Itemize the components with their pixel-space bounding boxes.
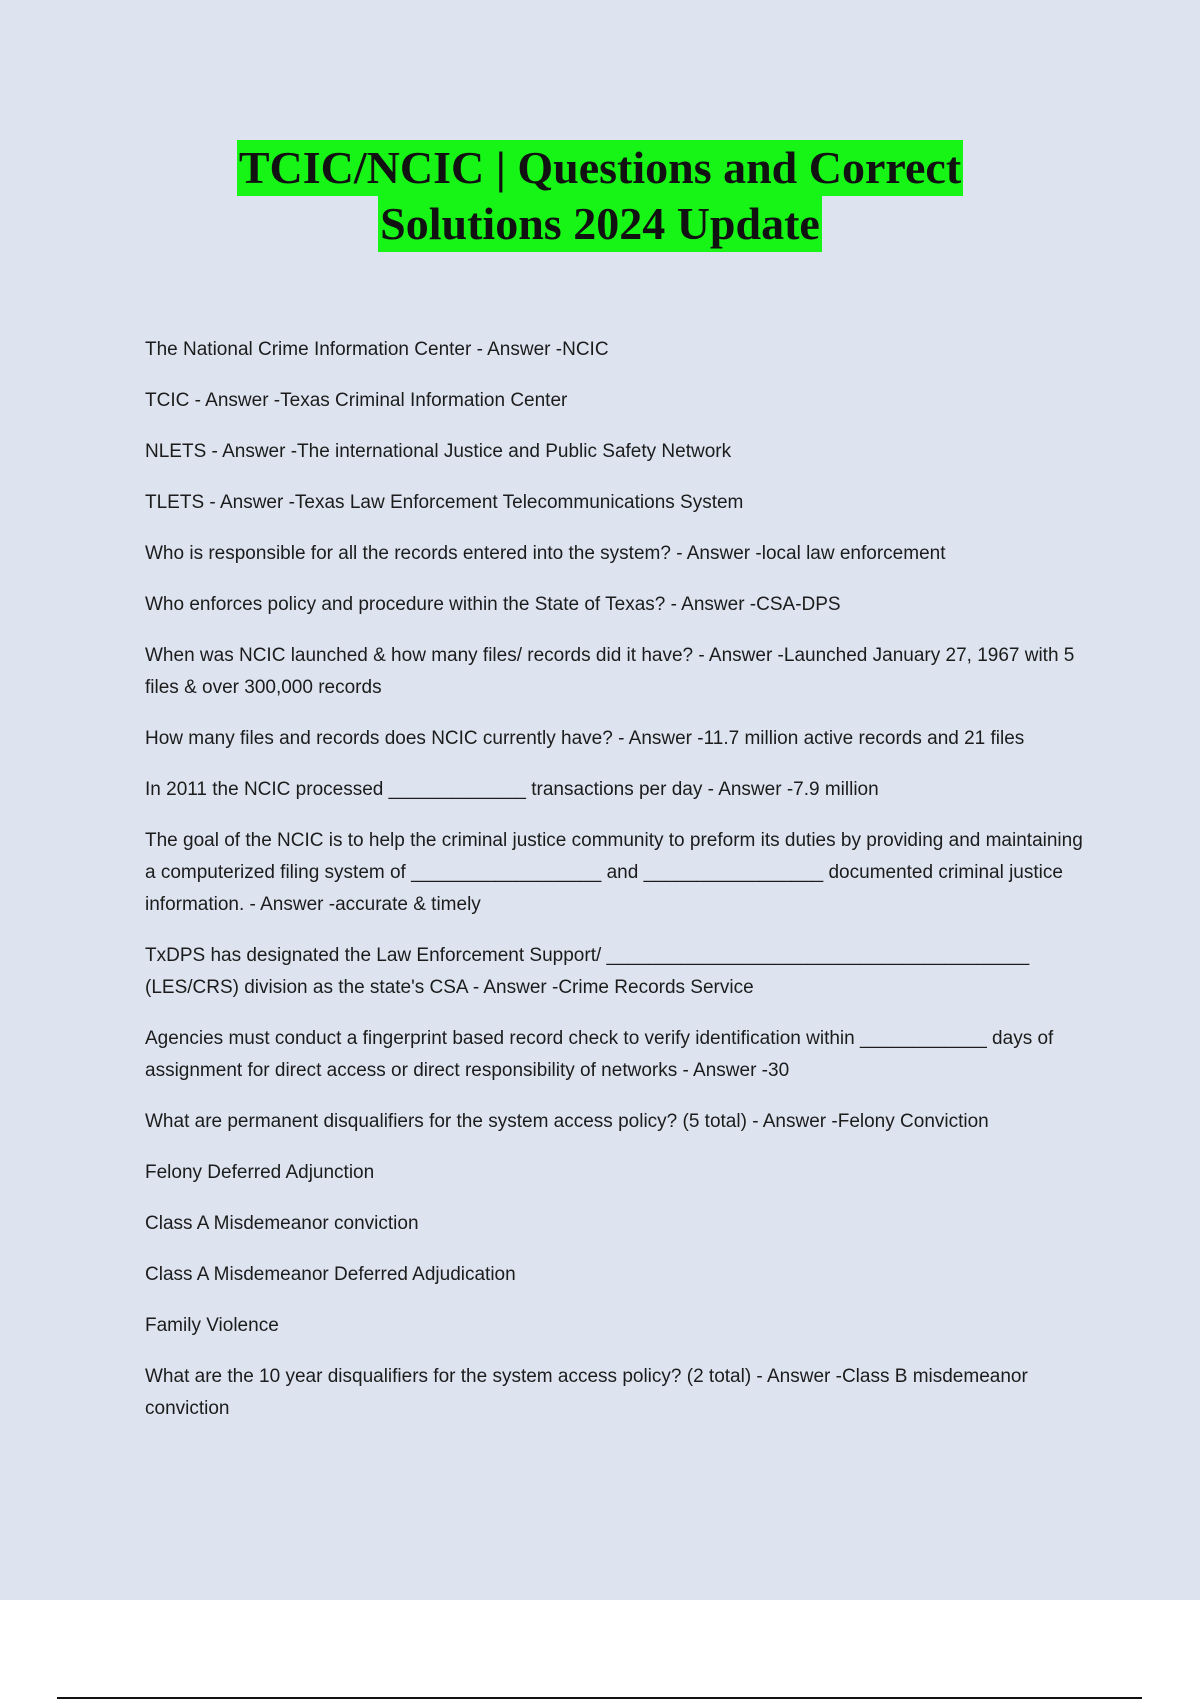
qa-item: Felony Deferred Adjunction bbox=[145, 1162, 375, 1183]
qa-item: TxDPS has designated the Law Enforcement Support/ ________________________________________ (LES/CRS) division as the state's CSA - Answer -Crime Records Service bbox=[145, 945, 1030, 998]
qa-item: Who is responsible for all the records entered into the system? - Answer -local law enforcement bbox=[145, 543, 946, 564]
qa-list bbox=[145, 334, 1090, 1444]
qa-item: TLETS - Answer -Texas Law Enforcement Telecommunications System bbox=[145, 492, 744, 513]
title-line-2: Solutions 2024 Update bbox=[378, 196, 822, 252]
qa-item: Class A Misdemeanor conviction bbox=[145, 1213, 419, 1234]
qa-item: Family Violence bbox=[145, 1315, 279, 1336]
qa-item: How many files and records does NCIC currently have? - Answer -11.7 million active records and 21 files bbox=[145, 728, 1025, 749]
document-title bbox=[0, 140, 1200, 252]
qa-item: Who enforces policy and procedure within the State of Texas? - Answer -CSA-DPS bbox=[145, 594, 841, 615]
qa-item: Agencies must conduct a fingerprint based record check to verify identification within ____________ days of assignment for direct access or direct responsibility of networks - Answer -30 bbox=[145, 1028, 1054, 1081]
qa-item: TCIC - Answer -Texas Criminal Information Center bbox=[145, 390, 568, 411]
qa-item: When was NCIC launched & how many files/ records did it have? - Answer -Launched January 27, 1967 with 5 files & over 300,000 records bbox=[145, 645, 1075, 698]
title-line-1: TCIC/NCIC | Questions and Correct bbox=[237, 140, 963, 196]
footer-divider bbox=[57, 1697, 1142, 1699]
qa-item: What are the 10 year disqualifiers for the system access policy? (2 total) - Answer -Class B misdemeanor conviction bbox=[145, 1366, 1028, 1419]
qa-item: NLETS - Answer -The international Justice and Public Safety Network bbox=[145, 441, 732, 462]
qa-item: Class A Misdemeanor Deferred Adjudication bbox=[145, 1264, 516, 1285]
qa-item: In 2011 the NCIC processed _____________ transactions per day - Answer -7.9 million bbox=[145, 779, 879, 800]
qa-item: What are permanent disqualifiers for the system access policy? (5 total) - Answer -Felony Conviction bbox=[145, 1111, 989, 1132]
qa-item: The goal of the NCIC is to help the criminal justice community to preform its duties by providing and maintaining a computerized filing system of __________________ and _________________ documented criminal justice information. - Answer -accurate & timely bbox=[145, 830, 1083, 915]
qa-item: The National Crime Information Center - Answer -NCIC bbox=[145, 339, 609, 360]
